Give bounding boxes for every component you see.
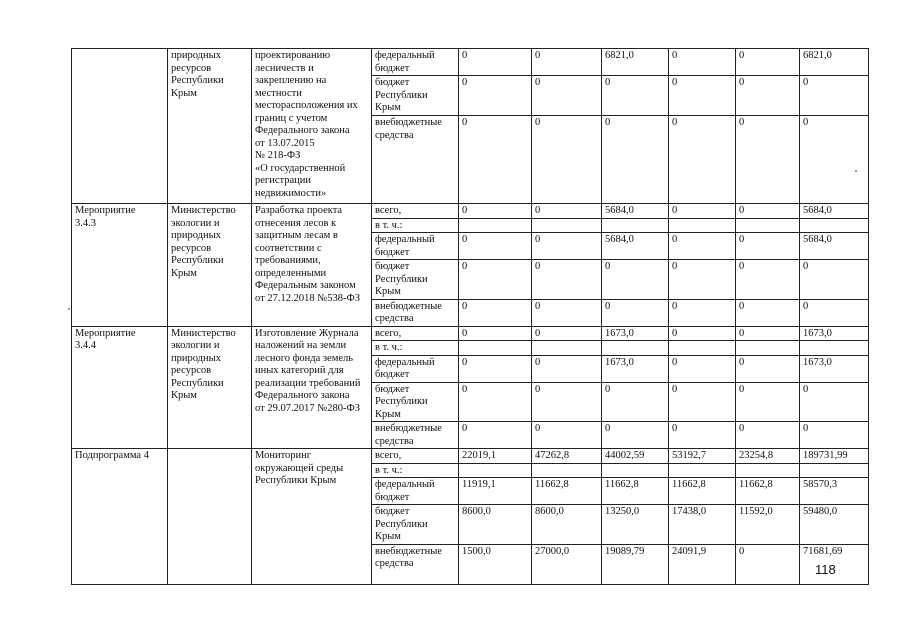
year-amount-cell: 0 bbox=[669, 382, 736, 422]
year-amount-cell: 0 bbox=[669, 299, 736, 326]
funding-source-cell: внебюджетные средства bbox=[372, 299, 459, 326]
funding-source-cell: в т. ч.: bbox=[372, 463, 459, 478]
year-amount-cell: 11662,8 bbox=[736, 478, 800, 505]
total-amount-cell: 6821,0 bbox=[800, 49, 869, 76]
year-amount-cell bbox=[532, 341, 602, 356]
year-amount-cell bbox=[532, 463, 602, 478]
year-amount-cell bbox=[736, 218, 800, 233]
year-amount-cell: 0 bbox=[459, 326, 532, 341]
total-amount-cell: 5684,0 bbox=[800, 204, 869, 219]
total-amount-cell bbox=[800, 463, 869, 478]
year-amount-cell bbox=[459, 218, 532, 233]
year-amount-cell: 0 bbox=[602, 116, 669, 204]
year-amount-cell: 0 bbox=[669, 49, 736, 76]
table-row bbox=[72, 204, 869, 219]
total-amount-cell: 189731,99 bbox=[800, 449, 869, 464]
executor-cell: Министерство экологии и природных ресурсов Республики Крым bbox=[168, 204, 252, 327]
year-amount-cell: 0 bbox=[736, 544, 800, 584]
year-amount-cell bbox=[459, 341, 532, 356]
year-amount-cell: 11592,0 bbox=[736, 505, 800, 545]
year-amount-cell: 0 bbox=[736, 116, 800, 204]
total-amount-cell: 0 bbox=[800, 260, 869, 300]
year-amount-cell: 0 bbox=[459, 260, 532, 300]
year-amount-cell: 53192,7 bbox=[669, 449, 736, 464]
funding-source-cell: внебюджетные средства bbox=[372, 116, 459, 204]
year-amount-cell: 13250,0 bbox=[602, 505, 669, 545]
year-amount-cell: 0 bbox=[532, 260, 602, 300]
year-amount-cell: 23254,8 bbox=[736, 449, 800, 464]
year-amount-cell: 0 bbox=[602, 382, 669, 422]
description-cell: Мониторинг окружающей среды Республики Крым bbox=[252, 449, 372, 585]
year-amount-cell: 27000,0 bbox=[532, 544, 602, 584]
funding-source-cell: бюджет Республики Крым bbox=[372, 505, 459, 545]
year-amount-cell: 11662,8 bbox=[602, 478, 669, 505]
funding-source-cell: всего, bbox=[372, 449, 459, 464]
measure-name-cell: Мероприятие 3.4.3 bbox=[72, 204, 168, 327]
year-amount-cell: 11662,8 bbox=[532, 478, 602, 505]
budget-table bbox=[71, 48, 869, 585]
year-amount-cell: 0 bbox=[532, 299, 602, 326]
executor-cell: природных ресурсов Республики Крым bbox=[168, 49, 252, 204]
page-number: 118 bbox=[815, 562, 836, 577]
year-amount-cell: 0 bbox=[459, 382, 532, 422]
total-amount-cell: 71681,69 bbox=[800, 544, 869, 584]
year-amount-cell: 0 bbox=[459, 355, 532, 382]
funding-source-cell: в т. ч.: bbox=[372, 341, 459, 356]
year-amount-cell: 0 bbox=[532, 116, 602, 204]
year-amount-cell: 0 bbox=[669, 76, 736, 116]
total-amount-cell: 0 bbox=[800, 76, 869, 116]
year-amount-cell: 19089,79 bbox=[602, 544, 669, 584]
year-amount-cell: 0 bbox=[532, 233, 602, 260]
total-amount-cell bbox=[800, 218, 869, 233]
year-amount-cell: 11919,1 bbox=[459, 478, 532, 505]
year-amount-cell: 1500,0 bbox=[459, 544, 532, 584]
year-amount-cell: 8600,0 bbox=[459, 505, 532, 545]
total-amount-cell: 1673,0 bbox=[800, 355, 869, 382]
year-amount-cell: 0 bbox=[736, 233, 800, 260]
year-amount-cell bbox=[532, 218, 602, 233]
year-amount-cell bbox=[459, 463, 532, 478]
year-amount-cell: 0 bbox=[459, 422, 532, 449]
year-amount-cell: 0 bbox=[459, 299, 532, 326]
year-amount-cell bbox=[602, 218, 669, 233]
total-amount-cell: 0 bbox=[800, 299, 869, 326]
year-amount-cell: 0 bbox=[532, 49, 602, 76]
measure-name-cell: Подпрограмма 4 bbox=[72, 449, 168, 585]
year-amount-cell: 0 bbox=[669, 233, 736, 260]
year-amount-cell: 11662,8 bbox=[669, 478, 736, 505]
total-amount-cell: 0 bbox=[800, 116, 869, 204]
funding-source-cell: федеральный бюджет bbox=[372, 233, 459, 260]
year-amount-cell: 1673,0 bbox=[602, 326, 669, 341]
total-amount-cell: 58570,3 bbox=[800, 478, 869, 505]
year-amount-cell: 5684,0 bbox=[602, 233, 669, 260]
year-amount-cell: 0 bbox=[459, 204, 532, 219]
year-amount-cell: 0 bbox=[602, 260, 669, 300]
year-amount-cell: 0 bbox=[669, 260, 736, 300]
funding-source-cell: федеральный бюджет bbox=[372, 355, 459, 382]
funding-source-cell: в т. ч.: bbox=[372, 218, 459, 233]
year-amount-cell: 0 bbox=[532, 422, 602, 449]
funding-source-cell: федеральный бюджет bbox=[372, 478, 459, 505]
executor-cell bbox=[168, 449, 252, 585]
funding-source-cell: всего, bbox=[372, 326, 459, 341]
year-amount-cell: 0 bbox=[736, 76, 800, 116]
scan-speck bbox=[855, 170, 857, 172]
funding-source-cell: федеральный бюджет bbox=[372, 49, 459, 76]
funding-source-cell: внебюджетные средства bbox=[372, 422, 459, 449]
description-cell: Изготовление Журнала наложений на земли лесного фонда земель иных категорий для реализации требований Федерального закона от 29.07.2017 №280-ФЗ bbox=[252, 326, 372, 449]
measure-name-cell: Мероприятие 3.4.4 bbox=[72, 326, 168, 449]
year-amount-cell: 0 bbox=[532, 76, 602, 116]
scan-speck bbox=[68, 308, 70, 310]
year-amount-cell: 0 bbox=[736, 49, 800, 76]
total-amount-cell: 59480,0 bbox=[800, 505, 869, 545]
table-row bbox=[72, 326, 869, 341]
year-amount-cell: 0 bbox=[669, 204, 736, 219]
year-amount-cell: 0 bbox=[459, 76, 532, 116]
description-cell: Разработка проекта отнесения лесов к защитным лесам в соответствии с требованиями, определенными Федеральным законом от 27.12.2018 №538-ФЗ bbox=[252, 204, 372, 327]
total-amount-cell: 1673,0 bbox=[800, 326, 869, 341]
year-amount-cell bbox=[602, 341, 669, 356]
funding-source-cell: бюджет Республики Крым bbox=[372, 382, 459, 422]
year-amount-cell bbox=[669, 218, 736, 233]
year-amount-cell: 0 bbox=[669, 422, 736, 449]
year-amount-cell: 47262,8 bbox=[532, 449, 602, 464]
year-amount-cell: 0 bbox=[669, 326, 736, 341]
year-amount-cell: 0 bbox=[459, 116, 532, 204]
year-amount-cell: 0 bbox=[736, 204, 800, 219]
year-amount-cell bbox=[669, 463, 736, 478]
year-amount-cell: 0 bbox=[602, 299, 669, 326]
total-amount-cell: 0 bbox=[800, 422, 869, 449]
year-amount-cell: 0 bbox=[532, 382, 602, 422]
year-amount-cell: 0 bbox=[736, 260, 800, 300]
year-amount-cell: 0 bbox=[532, 204, 602, 219]
year-amount-cell: 17438,0 bbox=[669, 505, 736, 545]
budget-table-body bbox=[72, 49, 869, 585]
year-amount-cell: 0 bbox=[736, 422, 800, 449]
year-amount-cell: 0 bbox=[459, 49, 532, 76]
total-amount-cell: 5684,0 bbox=[800, 233, 869, 260]
year-amount-cell: 5684,0 bbox=[602, 204, 669, 219]
year-amount-cell: 0 bbox=[736, 326, 800, 341]
year-amount-cell: 44002,59 bbox=[602, 449, 669, 464]
table-row bbox=[72, 449, 869, 464]
year-amount-cell bbox=[736, 463, 800, 478]
funding-source-cell: внебюджетные средства bbox=[372, 544, 459, 584]
description-cell: проектированию лесничеств и закреплению на местности месторасположения их границ с учетом Федерального закона от 13.07.2015 № 218-ФЗ «О государственной регистрации недвижимости» bbox=[252, 49, 372, 204]
year-amount-cell: 0 bbox=[602, 76, 669, 116]
year-amount-cell bbox=[669, 341, 736, 356]
year-amount-cell: 0 bbox=[532, 355, 602, 382]
year-amount-cell: 0 bbox=[459, 233, 532, 260]
year-amount-cell: 0 bbox=[736, 355, 800, 382]
year-amount-cell: 0 bbox=[669, 116, 736, 204]
year-amount-cell: 24091,9 bbox=[669, 544, 736, 584]
year-amount-cell bbox=[602, 463, 669, 478]
year-amount-cell bbox=[736, 341, 800, 356]
executor-cell: Министерство экологии и природных ресурсов Республики Крым bbox=[168, 326, 252, 449]
year-amount-cell: 0 bbox=[602, 422, 669, 449]
year-amount-cell: 0 bbox=[532, 326, 602, 341]
total-amount-cell: 0 bbox=[800, 382, 869, 422]
measure-name-cell bbox=[72, 49, 168, 204]
year-amount-cell: 0 bbox=[736, 382, 800, 422]
funding-source-cell: бюджет Республики Крым bbox=[372, 76, 459, 116]
table-row bbox=[72, 49, 869, 76]
year-amount-cell: 0 bbox=[669, 355, 736, 382]
funding-source-cell: всего, bbox=[372, 204, 459, 219]
year-amount-cell: 8600,0 bbox=[532, 505, 602, 545]
funding-source-cell: бюджет Республики Крым bbox=[372, 260, 459, 300]
total-amount-cell bbox=[800, 341, 869, 356]
year-amount-cell: 1673,0 bbox=[602, 355, 669, 382]
year-amount-cell: 22019,1 bbox=[459, 449, 532, 464]
year-amount-cell: 6821,0 bbox=[602, 49, 669, 76]
year-amount-cell: 0 bbox=[736, 299, 800, 326]
